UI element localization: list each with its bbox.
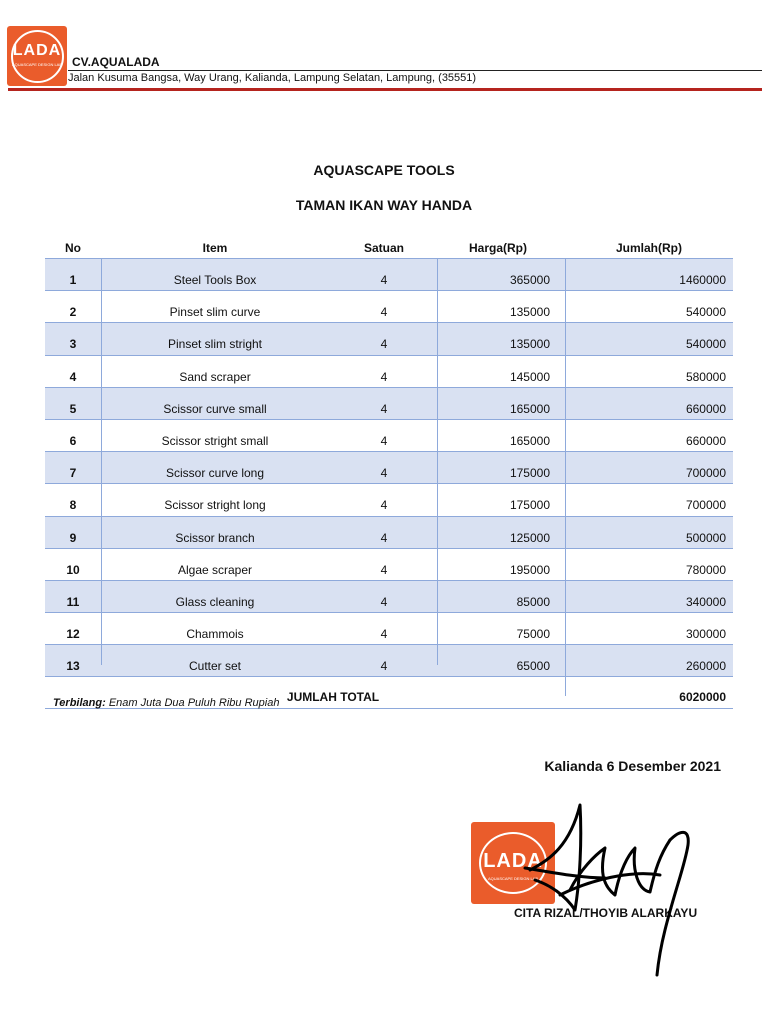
cell-no: 10 (66, 562, 80, 577)
cell-jumlah: 500000 (685, 530, 726, 545)
total-value: 6020000 (679, 690, 726, 705)
logo-text: LADA (12, 42, 62, 59)
cell-item: Chammois (186, 627, 244, 642)
table-row (45, 483, 733, 515)
company-address: Jalan Kusuma Bangsa, Way Urang, Kalianda, Lampung Selatan, Lampung, (35551) (68, 72, 477, 84)
cell-satuan: 4 (380, 562, 388, 577)
cell-item: Glass cleaning (175, 594, 255, 609)
cell-item: Steel Tools Box (173, 273, 257, 287)
header-accent-rule (8, 88, 762, 91)
col-divider (101, 258, 102, 665)
cell-jumlah: 260000 (685, 659, 726, 674)
cell-no: 12 (66, 627, 80, 642)
cell-harga: 195000 (509, 562, 550, 577)
cell-no: 2 (69, 305, 77, 320)
table-row (45, 387, 733, 419)
cell-jumlah: 660000 (685, 433, 726, 448)
table-row (45, 355, 733, 387)
items-table (45, 239, 733, 709)
cell-jumlah: 300000 (685, 627, 726, 642)
cell-harga: 365000 (509, 273, 550, 287)
header-satuan: Satuan (363, 241, 404, 255)
cell-harga: 65000 (516, 659, 550, 674)
cell-item: Scissor stright long (164, 498, 266, 513)
cell-satuan: 4 (380, 466, 388, 481)
cell-satuan: 4 (380, 433, 388, 448)
cell-no: 8 (69, 498, 77, 513)
terbilang-label: Terbilang: (53, 697, 106, 709)
table-row (45, 516, 733, 548)
cell-harga: 175000 (509, 466, 550, 481)
table-row (45, 322, 733, 354)
cell-item: Scissor branch (175, 530, 255, 545)
table-row (45, 258, 733, 290)
cell-harga: 165000 (509, 401, 550, 416)
col-divider (565, 258, 566, 696)
cell-satuan: 4 (380, 498, 388, 513)
table-header (45, 239, 733, 258)
header-jumlah: Jumlah(Rp) (616, 241, 682, 255)
cell-jumlah: 540000 (685, 305, 726, 320)
cell-item: Scissor curve small (163, 401, 267, 416)
cell-jumlah: 540000 (685, 337, 726, 352)
cell-harga: 165000 (509, 433, 550, 448)
cell-satuan: 4 (380, 627, 388, 642)
header-item: Item (202, 241, 228, 255)
cell-item: Pinset slim curve (169, 305, 261, 320)
header-no: No (65, 241, 81, 255)
cell-no: 4 (69, 369, 77, 384)
logo-subtext: AQUASCAPE DESIGN LAB (11, 62, 62, 67)
stamp-subtext: AQUASCAPE DESIGN LAB (487, 876, 538, 881)
signer-name: CITA RIZAL/THOYIB ALARKAYU (514, 906, 698, 920)
cell-no: 5 (69, 401, 77, 416)
header-harga: Harga(Rp) (468, 241, 527, 255)
cell-harga: 175000 (509, 498, 550, 513)
cell-jumlah: 700000 (685, 498, 726, 513)
cell-item: Scissor stright small (161, 433, 269, 448)
cell-satuan: 4 (380, 337, 388, 352)
cell-satuan: 4 (380, 401, 388, 416)
table-row (45, 580, 733, 612)
cell-jumlah: 1460000 (679, 273, 726, 287)
company-logo (7, 26, 67, 86)
cell-item: Algae scraper (177, 562, 253, 577)
document-title: AQUASCAPE TOOLS (313, 162, 455, 178)
table-body (45, 258, 733, 676)
terbilang-value: Enam Juta Dua Puluh Ribu Rupiah (108, 697, 280, 709)
table-row (45, 612, 733, 644)
table-row (45, 419, 733, 451)
table-row (45, 290, 733, 322)
cell-satuan: 4 (380, 659, 388, 674)
header-rule (68, 70, 762, 71)
cell-satuan: 4 (380, 530, 388, 545)
cell-harga: 145000 (509, 369, 550, 384)
cell-harga: 135000 (509, 337, 550, 352)
document-subtitle: TAMAN IKAN WAY HANDA (295, 197, 473, 213)
cell-harga: 75000 (516, 627, 550, 642)
cell-satuan: 4 (380, 305, 388, 320)
cell-satuan: 4 (380, 273, 388, 287)
stamp-text: LADA (483, 850, 543, 872)
company-name: CV.AQUALADA (72, 55, 160, 69)
cell-harga: 135000 (509, 305, 550, 320)
col-divider (437, 258, 438, 665)
table-row (45, 451, 733, 483)
cell-no: 13 (66, 659, 80, 674)
total-label: JUMLAH TOTAL (286, 690, 380, 705)
cell-jumlah: 700000 (685, 466, 726, 481)
handwritten-signature (510, 800, 720, 980)
cell-jumlah: 660000 (685, 401, 726, 416)
cell-no: 1 (69, 273, 77, 287)
cell-no: 3 (69, 337, 77, 352)
cell-no: 7 (69, 466, 77, 481)
amount-in-words (53, 697, 279, 709)
cell-item: Sand scraper (179, 369, 251, 384)
cell-jumlah: 780000 (685, 562, 726, 577)
table-row (45, 644, 733, 676)
cell-harga: 125000 (509, 530, 550, 545)
cell-item: Pinset slim stright (167, 337, 263, 352)
cell-item: Scissor curve long (165, 466, 265, 481)
table-row (45, 548, 733, 580)
cell-no: 11 (66, 594, 80, 609)
cell-harga: 85000 (516, 594, 550, 609)
cell-jumlah: 580000 (685, 369, 726, 384)
cell-satuan: 4 (380, 594, 388, 609)
cell-satuan: 4 (380, 369, 388, 384)
place-date: Kalianda 6 Desember 2021 (544, 758, 721, 774)
cell-no: 9 (69, 530, 77, 545)
cell-no: 6 (69, 433, 77, 448)
cell-item: Cutter set (188, 659, 242, 674)
cell-jumlah: 340000 (685, 594, 726, 609)
